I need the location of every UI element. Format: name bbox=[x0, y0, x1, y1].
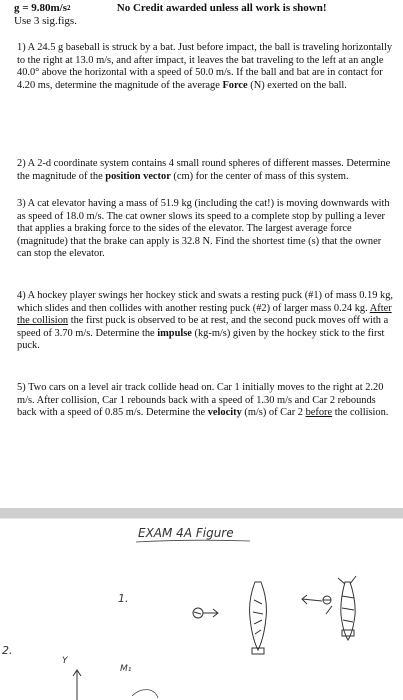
q2-keyword: position vector bbox=[105, 170, 171, 182]
bat-vertical-icon bbox=[250, 582, 267, 654]
page-separator-line bbox=[0, 518, 403, 519]
gravity-constant: $g = 9.80m/s^2$ bbox=[14, 2, 71, 14]
figure-sketch bbox=[0, 520, 403, 700]
sig-figs-note: Use 3 sig.figs. bbox=[14, 15, 77, 27]
exam-header bbox=[14, 2, 397, 28]
q5-keyword: velocity bbox=[207, 407, 242, 419]
no-credit-warning: No Credit awarded unless all work is shown! bbox=[116, 2, 327, 14]
q4-underline: After the collision bbox=[17, 302, 392, 327]
question-1: 1) A 24.5 g baseball is struck by a bat. Just before impact, the ball is traveling horizontally to the right at 13.0 m/s, and after impact, it leaves the bat traveling to the left at an angle 40.0° above the horizontal with a speed of 50.0 m/s. If the ball and bat are in contact for 4.20 ms, determine the magnitude of the average Force (N) exerted on the ball. bbox=[17, 42, 393, 91]
question-2: 2) A 2-d coordinate system contains 4 small round spheres of different masses. Determine the magnitude of the position vector (cm) for the center of mass of this system. bbox=[17, 158, 391, 182]
y-axis-arrow-icon bbox=[73, 670, 81, 700]
gravity-line bbox=[14, 2, 397, 15]
q4-keyword: impulse bbox=[157, 327, 192, 339]
bat-vertical-icon bbox=[338, 576, 356, 640]
question-3: 3) A cat elevator having a mass of 51.9 kg (including the cat!) is moving downwards with as speed of 18.0 m/s. The cat owner slows its speed to a complete stop by pulling a lever that applies a braking force to the sides of the elevator. The largest average force (magnitude) that the brake can apply is 32.8 N. Find the shortest time (s) that the owner can stop the elevator. bbox=[17, 198, 390, 260]
figure-title: EXAM 4A Figure bbox=[138, 526, 234, 540]
q1-keyword: Force bbox=[222, 79, 248, 91]
ball-left-arrow-icon bbox=[302, 595, 332, 614]
figure-axis-y: Y bbox=[62, 656, 68, 666]
figure-mass-label: M₁ bbox=[120, 664, 132, 674]
figure-title-underline bbox=[136, 540, 250, 542]
ball-right-arrow-icon bbox=[193, 608, 218, 618]
figure-label-2: 2. bbox=[2, 644, 13, 657]
q5-underline: before bbox=[305, 407, 333, 419]
question-5: 5) Two cars on a level air track collide head on. Car 1 initially moves to the right at 2.20 m/s. After collision, Car 1 rebounds back with a speed of 1.30 m/s and Car 2 rebounds back with a speed of 0.85 m/s. Determine the velocity (m/s) of Car 2 before the collision. bbox=[17, 382, 389, 419]
mass-sketch bbox=[132, 690, 158, 698]
page-separator bbox=[0, 508, 403, 518]
question-4: 4) A hockey player swings her hockey stick and swats a resting puck (#1) of mass 0.19 kg, which slides and then collides with another resting puck (#2) of larger mass 0.24 kg. After the collision the first puck is observed to be at rest, and the second puck moves off with a speed of 3.70 m/s. Determine the impulse (kg-m/s) given by the hockey stick to the first puck. bbox=[17, 290, 394, 352]
figure-label-1: 1. bbox=[118, 592, 129, 605]
